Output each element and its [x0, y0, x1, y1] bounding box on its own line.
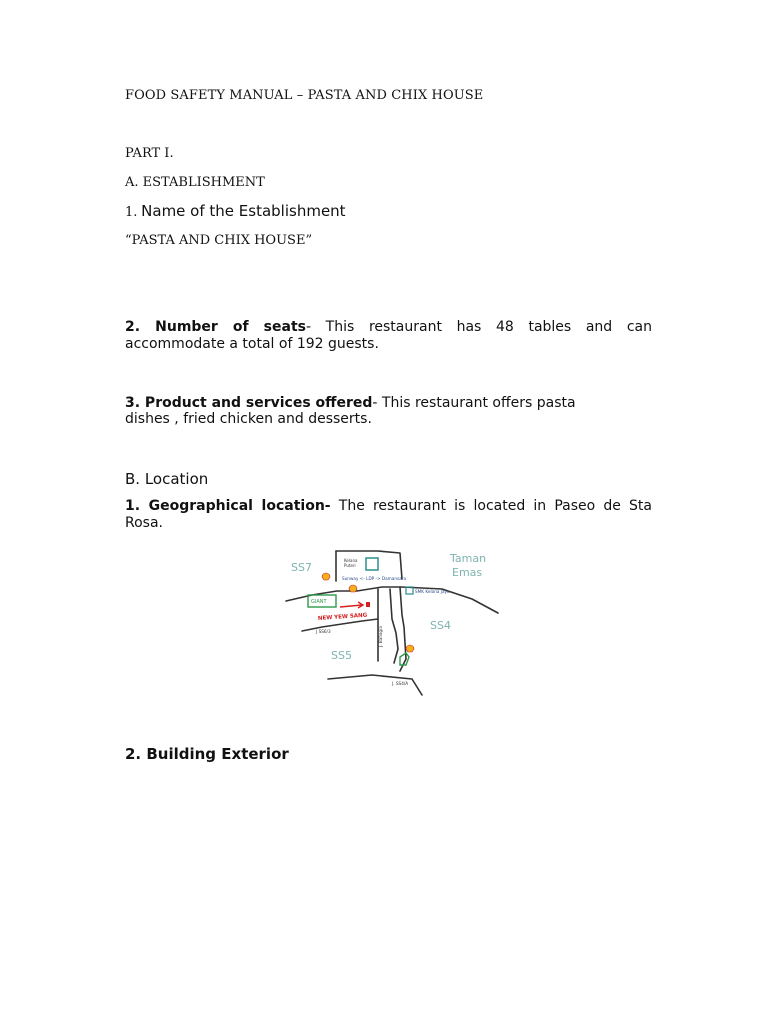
map-label-puteri: Puteri: [344, 563, 356, 568]
shell-station-icon: [406, 645, 414, 652]
map-label-jss63: J SS6/3: [316, 629, 331, 634]
b2-heading: 2. Building Exterior: [125, 745, 289, 763]
item1-heading: [125, 202, 346, 221]
map-label-ss7: SS7: [291, 561, 312, 574]
section-a-heading: A. ESTABLISHMENT: [125, 175, 265, 190]
map-label-ss4: SS4: [430, 619, 451, 632]
map-label-jss4a: J. SS4/A: [392, 681, 409, 686]
map-label-smk: SMK Kelana Jaya: [415, 589, 450, 594]
map-label-ss5: SS5: [331, 649, 352, 662]
location-map: [282, 549, 502, 697]
arrow-icon: [340, 602, 370, 608]
item2-text: - This restaurant has 48 tables and can accommodate a total of 192 guests.: [125, 319, 652, 352]
item2-heading: 2. Number of seats: [125, 319, 306, 335]
map-label-giant: GIANT: [311, 599, 327, 605]
shell-station-icon: [322, 573, 330, 580]
item1-heading-text: Name of the Establishment: [141, 202, 346, 220]
item3-paragraph: [125, 395, 652, 412]
item3-text-line1: - This restaurant offers pasta: [372, 395, 576, 411]
b1-paragraph: [125, 498, 652, 532]
b1-heading: 1. Geographical location-: [125, 498, 331, 514]
item1-value: “PASTA AND CHIX HOUSE”: [125, 233, 313, 248]
b1-text: The restaurant is located in Paseo de Sta Rosa.: [125, 498, 652, 531]
item2-paragraph: [125, 319, 652, 353]
part-heading: PART I.: [125, 146, 174, 161]
item3-heading: 3. Product and services offered: [125, 395, 373, 411]
map-label-taman: Taman: [450, 552, 487, 565]
document-title: FOOD SAFETY MANUAL – PASTA AND CHIX HOUSE: [125, 88, 484, 103]
map-label-kelana: Kelana: [344, 558, 358, 563]
section-b-heading: B. Location: [125, 470, 209, 488]
map-label-emas: Emas: [452, 566, 483, 579]
map-label-road: Sunway <- LDP -> Damansara: [342, 576, 407, 581]
kelana-puteri-marker: [366, 558, 378, 570]
item1-number: 1.: [125, 205, 138, 220]
item3-paragraph-line2: dishes , fried chicken and desserts.: [125, 411, 372, 427]
map-label-jbahagia: J. Bahagia: [378, 626, 383, 647]
shell-station-icon: [349, 585, 357, 592]
map-label-new-yew-sang: NEW YEW SANG: [317, 612, 368, 622]
